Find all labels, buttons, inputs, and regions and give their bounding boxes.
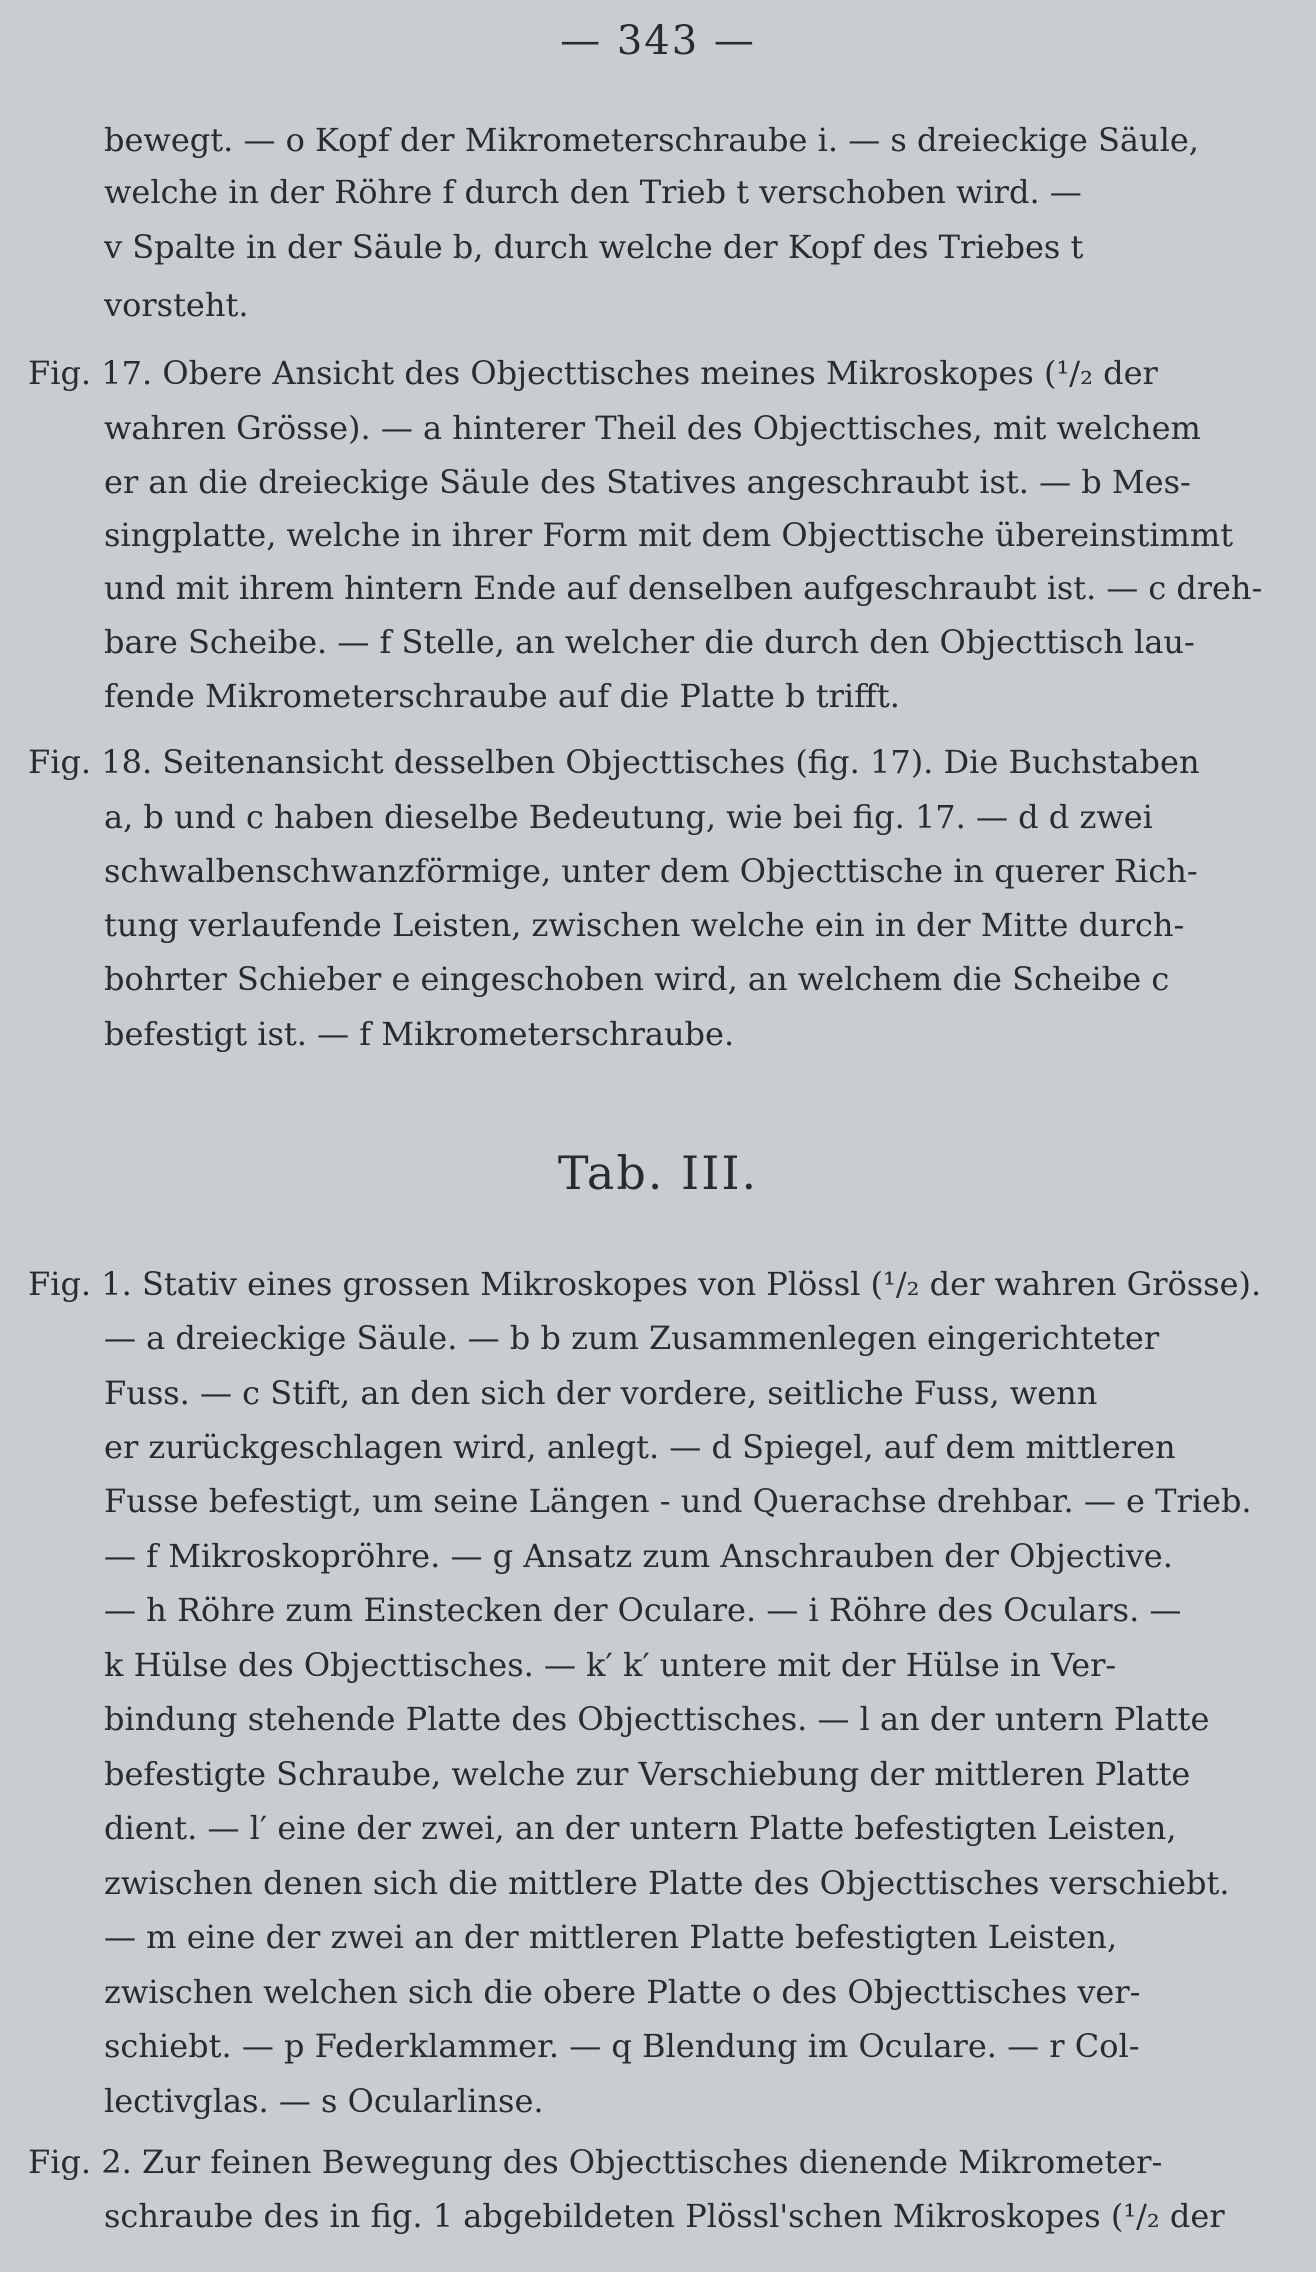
page-number: — 343 — — [560, 18, 756, 64]
text-line: singplatte, welche in ihrer Form mit dem Objecttische übereinstimmt — [104, 516, 1234, 554]
text-line: Fusse befestigt, um seine Längen - und Querachse drehbar. — e Trieb. — [104, 1482, 1252, 1520]
text-line: Fig. 2. Zur feinen Bewegung des Objecttisches dienende Mikrometer- — [28, 2143, 1163, 2181]
text-line: welche in der Röhre f durch den Trieb t verschoben wird. — — [104, 173, 1082, 211]
text-line: er an die dreieckige Säule des Statives angeschraubt ist. — b Mes- — [104, 463, 1191, 501]
text-line: schraube des in fig. 1 abgebildeten Plössl'schen Mikroskopes (¹/₂ der — [104, 2197, 1225, 2235]
text-line: tung verlaufende Leisten, zwischen welche ein in der Mitte durch- — [104, 906, 1185, 944]
text-line: befestigte Schraube, welche zur Verschiebung der mittleren Platte — [104, 1755, 1191, 1793]
text-line: Fig. 1. Stativ eines grossen Mikroskopes von Plössl (¹/₂ der wahren Grösse). — [28, 1265, 1262, 1303]
text-line: Fig. 17. Obere Ansicht des Objecttisches meines Mikroskopes (¹/₂ der — [28, 354, 1158, 392]
section-heading: Tab. III. — [557, 1146, 759, 1200]
text-line: dient. — l′ eine der zwei, an der untern Platte befestigten Leisten, — [104, 1809, 1177, 1847]
text-line: und mit ihrem hintern Ende auf denselben aufgeschraubt ist. — c dreh- — [104, 569, 1263, 607]
text-line: k Hülse des Objecttisches. — k′ k′ untere mit der Hülse in Ver- — [104, 1646, 1117, 1684]
text-line: zwischen denen sich die mittlere Platte des Objecttisches verschiebt. — [104, 1864, 1230, 1902]
text-line: vorsteht. — [104, 286, 249, 324]
text-line: schwalbenschwanzförmige, unter dem Objecttische in querer Rich- — [104, 852, 1198, 890]
text-line: — m eine der zwei an der mittleren Platte befestigten Leisten, — [104, 1918, 1118, 1956]
text-line: a, b und c haben dieselbe Bedeutung, wie bei fig. 17. — d d zwei — [104, 798, 1153, 836]
text-line: Fuss. — c Stift, an den sich der vordere, seitliche Fuss, wenn — [104, 1374, 1098, 1412]
text-line: — f Mikroskopröhre. — g Ansatz zum Anschrauben der Objective. — [104, 1537, 1173, 1575]
text-line: bindung stehende Platte des Objecttisches. — l an der untern Platte — [104, 1700, 1210, 1738]
text-line: bewegt. — o Kopf der Mikrometerschraube i. — s dreieckige Säule, — [104, 121, 1199, 159]
text-line: bohrter Schieber e eingeschoben wird, an welchem die Scheibe c — [104, 960, 1170, 998]
text-line: — h Röhre zum Einstecken der Oculare. — i Röhre des Oculars. — — [104, 1591, 1182, 1629]
text-line: wahren Grösse). — a hinterer Theil des Objecttisches, mit welchem — [104, 409, 1201, 447]
text-line: — a dreieckige Säule. — b b zum Zusammenlegen eingerichteter — [104, 1319, 1160, 1357]
text-line: er zurückgeschlagen wird, anlegt. — d Spiegel, auf dem mittleren — [104, 1428, 1176, 1466]
text-line: bare Scheibe. — f Stelle, an welcher die durch den Objecttisch lau- — [104, 623, 1195, 661]
text-line: v Spalte in der Säule b, durch welche der Kopf des Triebes t — [104, 228, 1084, 266]
text-line: zwischen welchen sich die obere Platte o des Objecttisches ver- — [104, 1973, 1141, 2011]
text-line: lectivglas. — s Ocularlinse. — [104, 2082, 544, 2120]
text-line: schiebt. — p Federklammer. — q Blendung im Oculare. — r Col- — [104, 2027, 1140, 2065]
text-line: fende Mikrometerschraube auf die Platte b trifft. — [104, 677, 900, 715]
text-line: Fig. 18. Seitenansicht desselben Objecttisches (fig. 17). Die Buchstaben — [28, 743, 1200, 781]
text-line: befestigt ist. — f Mikrometerschraube. — [104, 1015, 735, 1053]
